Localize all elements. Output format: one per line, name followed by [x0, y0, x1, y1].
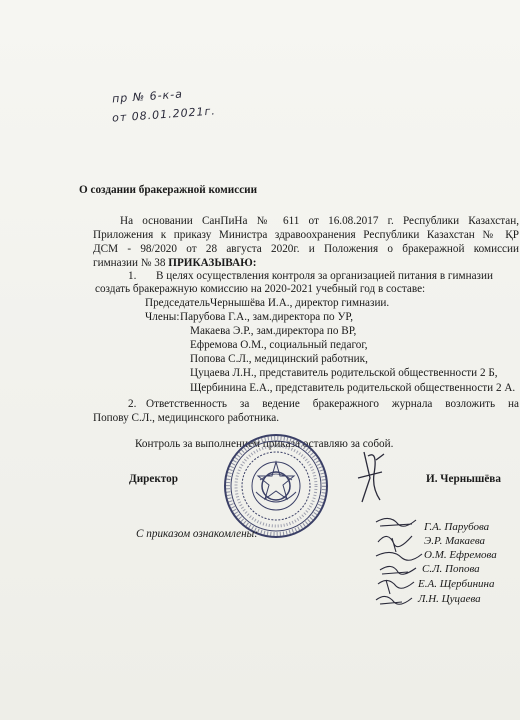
director-label: Директор	[129, 473, 178, 485]
official-seal-icon	[222, 432, 330, 540]
handwritten-order-date: от 08.01.2021г.	[111, 104, 217, 125]
member-5: Цуцаева Л.Н., представитель родительской общественности 2 Б,	[190, 367, 498, 379]
item-1-number: 1.	[128, 270, 137, 282]
ack-name-5: Е.А. Щербинина	[418, 578, 495, 590]
ack-name-6: Л.Н. Цуцаева	[418, 593, 481, 605]
item-2-line-2: Попову С.Л., медицинского работника.	[93, 412, 280, 424]
members-label: Члены:	[145, 311, 180, 323]
handwritten-order-number: пр № 6-к-а	[111, 87, 184, 106]
control-statement: Контроль за выполнением приказа оставляю за собой.	[135, 438, 394, 450]
document-title: О создании бракеражной комиссии	[79, 184, 258, 196]
member-3: Ефремова О.М., социальный педагог,	[190, 339, 368, 351]
intro-line-2: Приложения к приказу Министра здравоохранения Республики Казахстан № ҚР	[93, 229, 519, 241]
ack-name-4: С.Л. Попова	[422, 563, 480, 575]
director-name: И. Чернышёва	[426, 473, 501, 485]
item-2-number: 2.	[128, 398, 137, 410]
intro-line-1: На основании СанПиНа № 611 от 16.08.2017 г. Республики Казахстан,	[120, 215, 519, 227]
member-1: Парубова Г.А., зам.директора по УР,	[180, 311, 353, 323]
commission-chair: ПредседательЧернышёва И.А., директор гимназии.	[145, 297, 390, 309]
order-word: ПРИКАЗЫВАЮ:	[168, 257, 257, 269]
acknowledgement-label: С приказом ознакомлены:	[136, 528, 258, 540]
item-2-line-1: Ответственность за ведение бракеражного журнала возложить на	[146, 398, 519, 410]
ack-name-2: Э.Р. Макаева	[424, 535, 486, 547]
member-6: Щербинина Е.А., представитель родительской общественности 2 А.	[190, 382, 516, 394]
member-4: Попова С.Л., медицинский работник,	[190, 353, 368, 365]
intro-line-3: ДСМ - 98/2020 от 28 августа 2020г. и Положения о бракеражной комиссии	[93, 243, 519, 255]
item-1-line-2: создать бракеражную комиссию на 2020-2021 учебный год в составе:	[95, 283, 426, 295]
member-2: Макаева Э.Р., зам.директора по ВР,	[190, 325, 357, 337]
director-signature-icon	[352, 448, 392, 508]
intro-line-4: гимназии № 38 ПРИКАЗЫВАЮ:	[93, 257, 257, 269]
ack-name-3: О.М. Ефремова	[424, 549, 497, 561]
ack-name-1: Г.А. Парубова	[424, 521, 490, 533]
item-1-line-1: В целях осуществления контроля за организацией питания в гимназии	[156, 270, 493, 282]
